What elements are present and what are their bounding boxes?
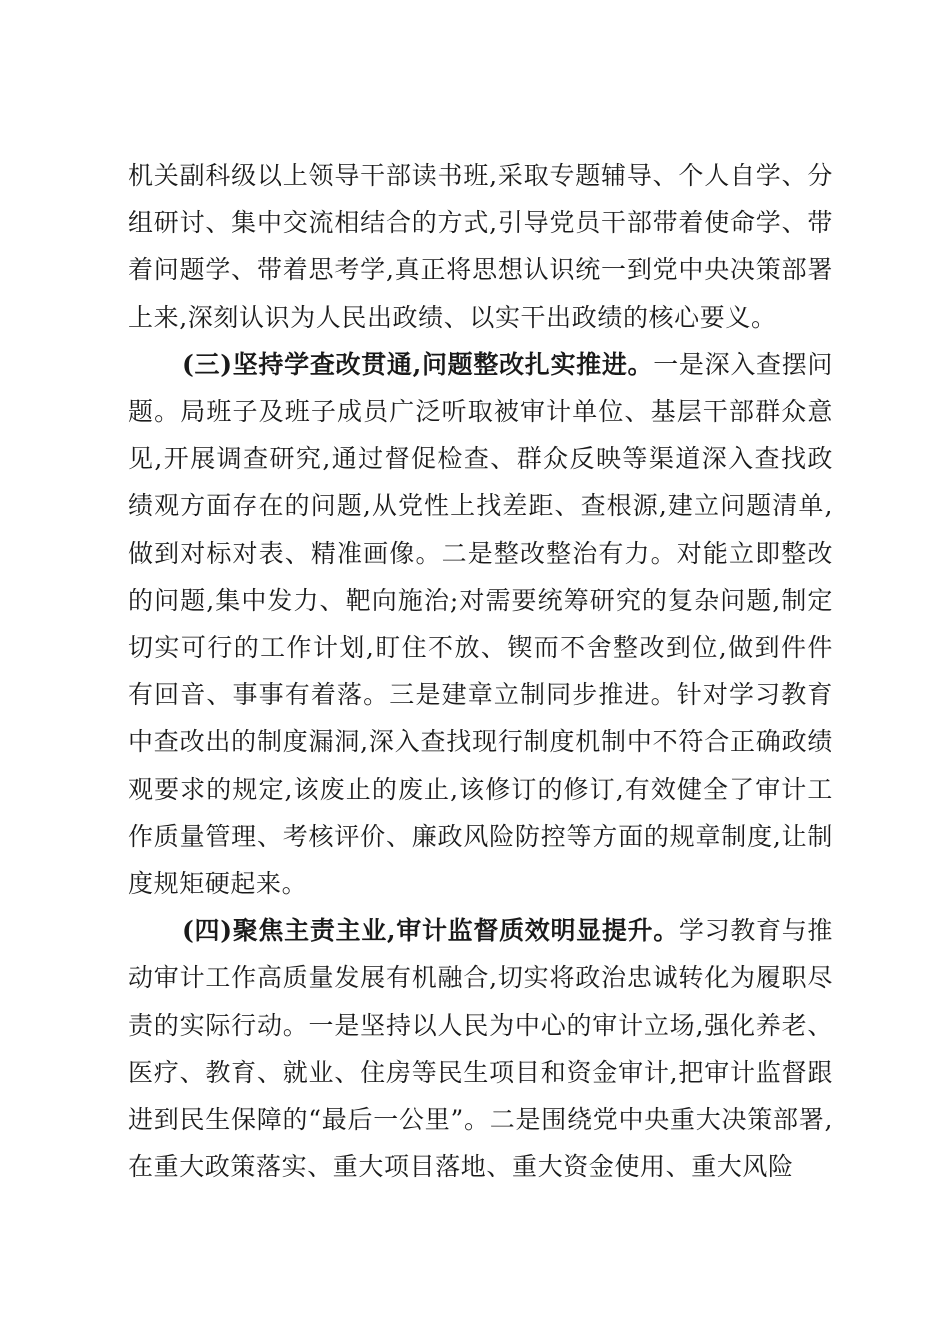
section-heading: (四)聚焦主责主业,审计监督质效明显提升。: [182, 916, 679, 946]
paragraph-text: 一是深入查摆问题。局班子及班子成员广泛听取被审计单位、基层干部群众意见,开展调查研究,通过督促检查、群众反映等渠道深入查找政绩观方面存在的问题,从党性上找差距、查根源,建立问题清单,做到对标对表、精准画像。二是整改整治有力。对能立即整改的问题,集中发力、靶向施治;对需要统筹研究的复杂问题,制定切实可行的工作计划,盯住不放、锲而不舍整改到位,做到件件有回音、事事有着落。三是建章立制同步推进。针对学习教育中查改出的制度漏洞,深入查找现行制度机制中不符合正确政绩观要求的规定,该废止的废止,该修订的修订,有效健全了审计工作质量管理、考核评价、廉政风险防控等方面的规章制度,让制度规矩硬起来。: [128, 349, 833, 899]
paragraph-section-4: [128, 907, 833, 1190]
paragraph-section-3: [128, 341, 833, 907]
paragraph-text: 学习教育与推动审计工作高质量发展有机融合,切实将政治忠诚转化为履职尽责的实际行动。一是坚持以人民为中心的审计立场,强化养老、医疗、教育、就业、住房等民生项目和资金审计,把审计监督跟进到民生保障的“最后一公里”。二是围绕党中央重大决策部署,在重大政策落实、重大项目落地、重大资金使用、重大风险: [128, 916, 833, 1182]
section-heading: (三)坚持学查改贯通,问题整改扎实推进。: [182, 349, 654, 379]
paragraph-continuation: [128, 152, 833, 341]
paragraph-text: 机关副科级以上领导干部读书班,采取专题辅导、个人自学、分组研讨、集中交流相结合的方式,引导党员干部带着使命学、带着问题学、带着思考学,真正将思想认识统一到党中央决策部署上来,深刻认识为人民出政绩、以实干出政绩的核心要义。: [128, 161, 833, 332]
document-body: [128, 152, 833, 1190]
